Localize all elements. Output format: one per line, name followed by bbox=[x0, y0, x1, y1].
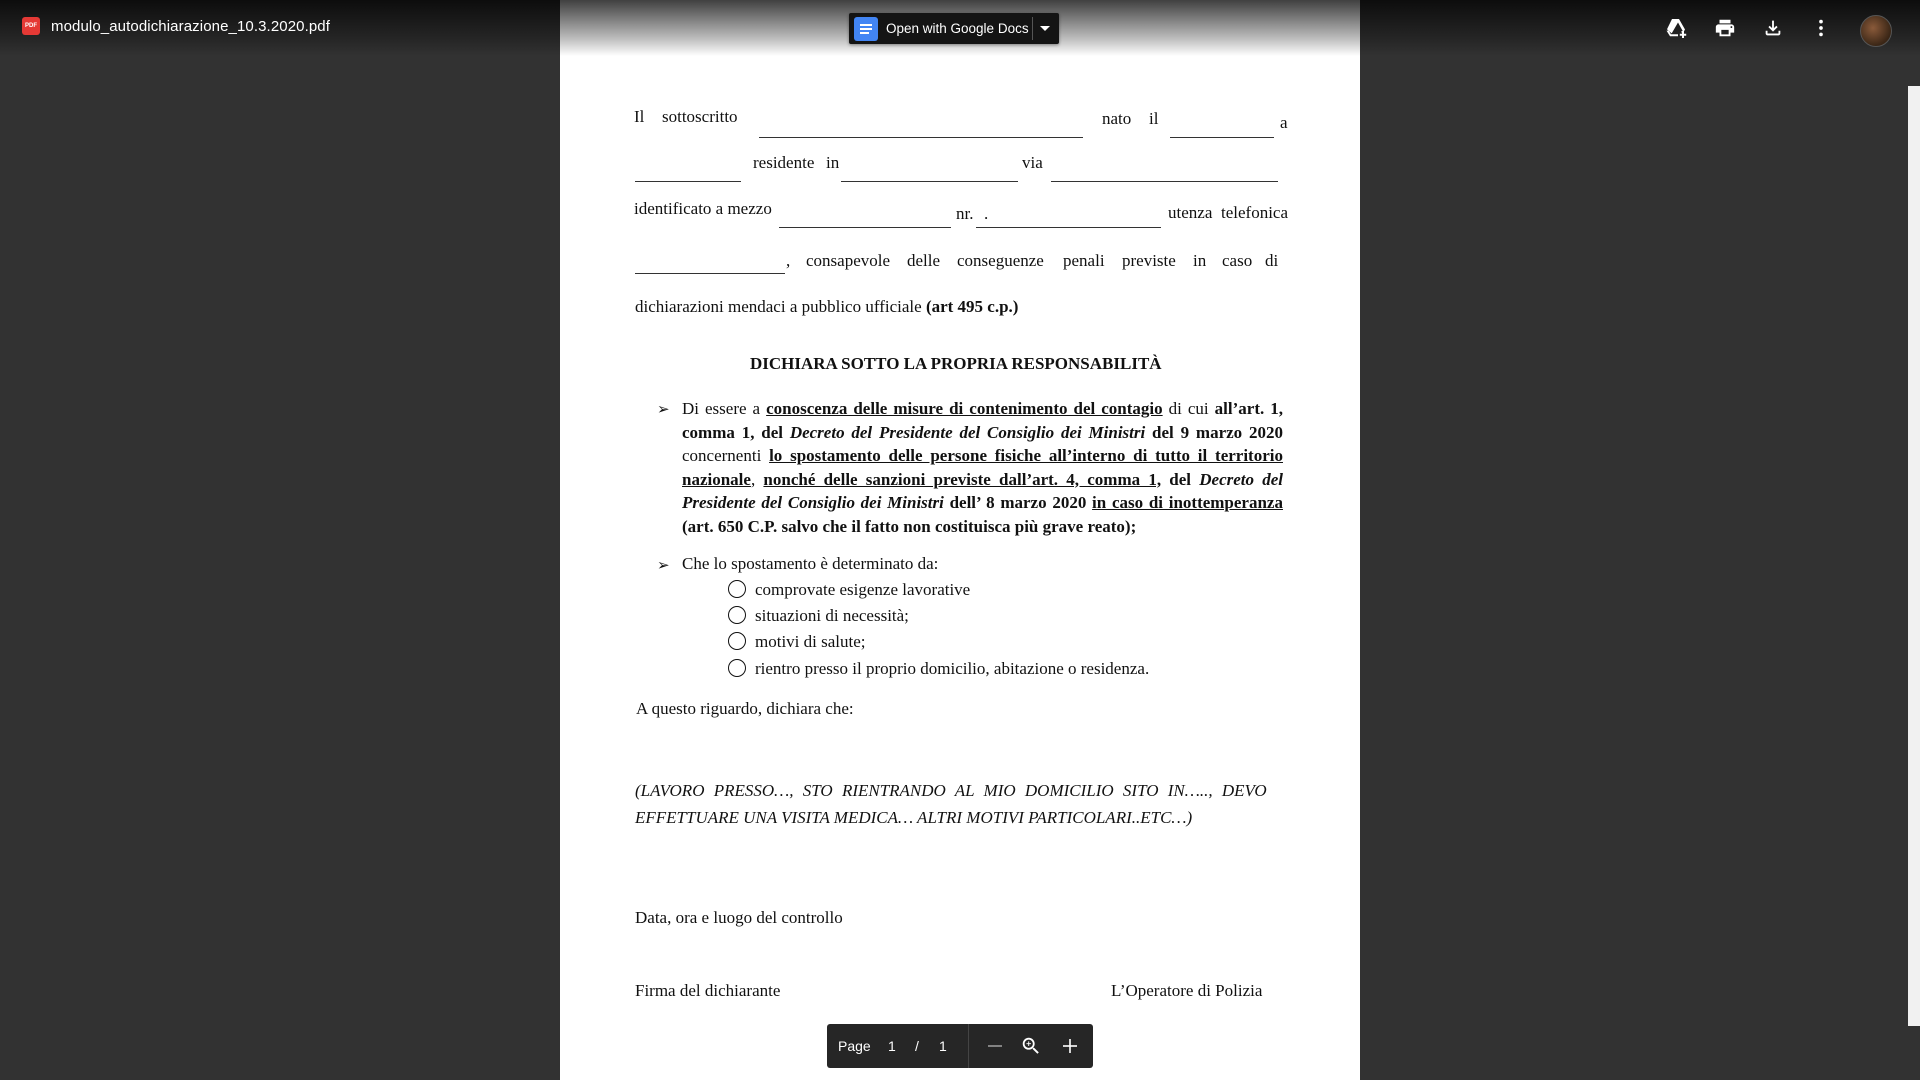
doc-word: identificato a mezzo bbox=[634, 199, 772, 218]
doc-word: delle bbox=[907, 251, 941, 270]
doc-word: nato bbox=[1102, 109, 1132, 128]
doc-word: residente bbox=[753, 153, 815, 172]
zoom-out-icon[interactable] bbox=[985, 1036, 1005, 1056]
doc-word: sottoscritto bbox=[662, 107, 738, 126]
option-label: situazioni di necessità; bbox=[755, 606, 909, 625]
page-label: Page bbox=[838, 1038, 871, 1054]
doc-word: via bbox=[1022, 153, 1043, 172]
option-return-home-radio[interactable] bbox=[728, 659, 746, 677]
more-options-button[interactable] bbox=[1808, 15, 1834, 41]
add-to-drive-button[interactable] bbox=[1663, 15, 1689, 41]
doc-word: in bbox=[1193, 251, 1207, 270]
download-icon bbox=[1762, 17, 1784, 39]
regard-text: A questo riguardo, dichiara che: bbox=[636, 699, 854, 718]
avatar[interactable] bbox=[1860, 15, 1892, 47]
pdf-page bbox=[560, 0, 1360, 1080]
pagebar-divider bbox=[968, 1024, 969, 1068]
file-name: modulo_autodichiarazione_10.3.2020.pdf bbox=[51, 17, 331, 35]
doc-word: , bbox=[786, 251, 791, 270]
example-text-line: (LAVORO PRESSO…, STO RIENTRANDO AL MIO DOMICILIO SITO IN….., DEVO bbox=[635, 781, 1267, 800]
arrow-bullet-icon: ➢ bbox=[657, 558, 670, 574]
doc-word: a bbox=[1280, 113, 1288, 132]
doc-word: conseguenze bbox=[957, 251, 1044, 270]
current-page-input[interactable]: 1 bbox=[888, 1038, 896, 1054]
open-with-google-docs-button[interactable] bbox=[849, 13, 1059, 44]
doc-word: previste bbox=[1122, 251, 1176, 270]
blank-birth-date bbox=[1170, 137, 1274, 138]
date-place-label: Data, ora e luogo del controllo bbox=[635, 908, 843, 927]
open-with-divider bbox=[1032, 17, 1033, 40]
declarant-signature-label: Firma del dichiarante bbox=[635, 981, 781, 1000]
arrow-bullet-icon: ➢ bbox=[657, 402, 670, 418]
blank-birth-place bbox=[635, 181, 741, 182]
option-label: motivi di salute; bbox=[755, 632, 866, 651]
more-vert-icon bbox=[1810, 17, 1832, 39]
declaration-heading: DICHIARA SOTTO LA PROPRIA RESPONSABILITÀ bbox=[750, 354, 1162, 373]
option-label: rientro presso il proprio domicilio, abitazione o residenza. bbox=[755, 659, 1150, 678]
reason-intro: Che lo spostamento è determinato da: bbox=[682, 554, 939, 573]
doc-word: nr. bbox=[956, 204, 974, 223]
example-text-line: EFFETTUARE UNA VISITA MEDICA… ALTRI MOTIVI PARTICOLARI..ETC…) bbox=[635, 808, 1193, 827]
viewer-toolbar bbox=[0, 0, 1920, 56]
open-with-label: Open with Google Docs bbox=[886, 21, 1029, 36]
blank-id-number bbox=[976, 227, 1161, 228]
doc-word: utenza bbox=[1168, 203, 1213, 222]
doc-word: il bbox=[1149, 109, 1159, 128]
doc-word: di bbox=[1265, 251, 1279, 270]
penal-consequences-line: dichiarazioni mendaci a pubblico ufficiale (art 495 c.p.) bbox=[635, 297, 1019, 316]
open-with-dropdown-icon[interactable] bbox=[1040, 26, 1050, 31]
page-separator: / bbox=[915, 1038, 919, 1054]
print-button[interactable] bbox=[1712, 15, 1738, 41]
awareness-paragraph: Di essere a conoscenza delle misure di contenimento del contagio di cui all’art. 1, comma 1, del Decreto del Presidente del Consiglio dei Ministri del 9 marzo 2020 concernenti lo spostamento delle persone fisiche all’interno di tutto il territorio nazionale, nonché delle sanzioni previste dall’art. 4, comma 1, del Decreto del Presidente del Consiglio dei Ministri dell’ 8 marzo 2020 in caso di inottemperanza (art. 650 C.P. salvo che il fatto non costituisca più grave reato); bbox=[682, 399, 1283, 536]
scrollbar[interactable] bbox=[1908, 86, 1920, 1026]
add-to-drive-icon bbox=[1664, 16, 1688, 40]
download-button[interactable] bbox=[1760, 15, 1786, 41]
option-work-radio[interactable] bbox=[728, 580, 746, 598]
google-docs-icon bbox=[854, 17, 878, 41]
file-info bbox=[22, 17, 330, 35]
total-pages: 1 bbox=[939, 1038, 947, 1054]
doc-word: Il bbox=[634, 107, 645, 126]
zoom-in-icon[interactable] bbox=[1060, 1036, 1080, 1056]
print-icon bbox=[1714, 17, 1736, 39]
doc-word: . bbox=[984, 204, 989, 223]
doc-word: penali bbox=[1063, 251, 1105, 270]
option-label: comprovate esigenze lavorative bbox=[755, 580, 971, 599]
page-navigation-bar bbox=[827, 1024, 1093, 1068]
doc-word: telefonica bbox=[1221, 203, 1289, 222]
doc-word: caso bbox=[1222, 251, 1253, 270]
blank-phone bbox=[635, 273, 785, 274]
blank-street bbox=[1051, 181, 1278, 182]
zoom-icon[interactable] bbox=[1020, 1035, 1042, 1057]
pdf-file-icon: PDF bbox=[22, 17, 40, 35]
blank-name bbox=[759, 137, 1083, 138]
option-health-radio[interactable] bbox=[728, 632, 746, 650]
blank-residence bbox=[841, 181, 1018, 182]
blank-id-document bbox=[779, 227, 951, 228]
doc-word: consapevole bbox=[806, 251, 891, 270]
police-operator-label: L’Operatore di Polizia bbox=[1111, 981, 1263, 1000]
doc-word: in bbox=[826, 153, 840, 172]
option-necessity-radio[interactable] bbox=[728, 606, 746, 624]
